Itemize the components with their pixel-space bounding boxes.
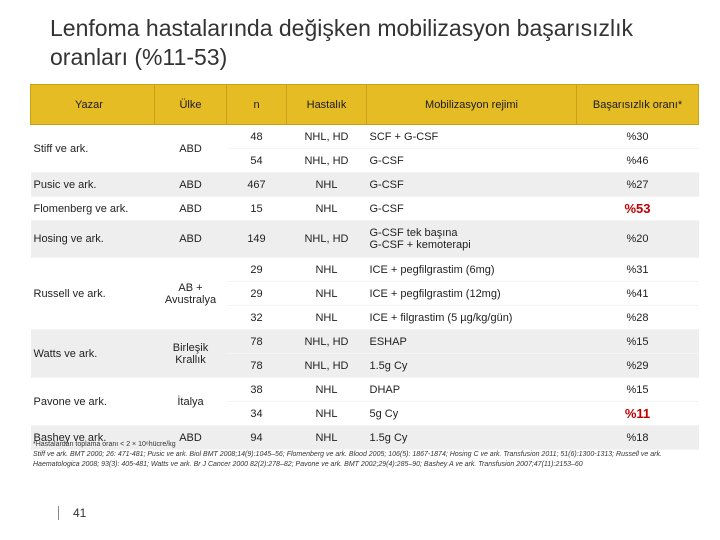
footnote	[33, 440, 693, 470]
cell-regimen	[367, 221, 577, 258]
footnote-note: *Hastalardan toplama oranı < 2 × 10⁶hücre/kg	[33, 441, 176, 448]
cell-author: Watts ve ark.	[31, 330, 155, 378]
table-row	[31, 173, 699, 197]
cell-author: Flomenberg ve ark.	[31, 197, 155, 221]
cell-failure: %31	[577, 258, 699, 282]
cell-disease: NHL	[287, 173, 367, 197]
cell-n: 149	[227, 221, 287, 258]
header-n: n	[227, 85, 287, 125]
cell-regimen: 1.5g Cy	[367, 354, 577, 378]
cell-regimen: ESHAP	[367, 330, 577, 354]
cell-n: 15	[227, 197, 287, 221]
table-row	[31, 197, 699, 221]
cell-failure: %28	[577, 306, 699, 330]
table-row	[31, 125, 699, 149]
cell-regimen: ICE + filgrastim (5 µg/kg/gün)	[367, 306, 577, 330]
cell-country: İtalya	[155, 378, 227, 426]
header-regimen: Mobilizasyon rejimi	[367, 85, 577, 125]
cell-country: ABD	[155, 125, 227, 173]
regimen-line: G-CSF tek başına	[369, 227, 458, 239]
cell-n: 78	[227, 354, 287, 378]
cell-disease: NHL	[287, 378, 367, 402]
cell-country: ABD	[155, 197, 227, 221]
page-number: 41	[73, 506, 87, 520]
header-country: Ülke	[155, 85, 227, 125]
cell-failure: %15	[577, 330, 699, 354]
cell-disease: NHL, HD	[287, 149, 367, 173]
cell-n: 29	[227, 282, 287, 306]
cell-regimen: 1.5g Cy	[367, 426, 577, 450]
mobilization-failure-table	[30, 84, 699, 450]
cell-n: 54	[227, 149, 287, 173]
cell-regimen: ICE + pegfilgrastim (6mg)	[367, 258, 577, 282]
cell-author: Hosing ve ark.	[31, 221, 155, 258]
cell-disease: NHL, HD	[287, 354, 367, 378]
cell-author: Russell ve ark.	[31, 258, 155, 330]
cell-failure: %46	[577, 149, 699, 173]
cell-failure-highlight: %53	[577, 197, 699, 221]
table-row	[31, 221, 699, 258]
cell-regimen: DHAP	[367, 378, 577, 402]
cell-n: 78	[227, 330, 287, 354]
page-title: Lenfoma hastalarında değişken mobilizasyon başarısızlık oranları (%11-53)	[50, 15, 633, 70]
cell-n: 38	[227, 378, 287, 402]
cell-n: 29	[227, 258, 287, 282]
cell-disease: NHL	[287, 197, 367, 221]
cell-regimen: G-CSF	[367, 173, 577, 197]
cell-author: Pavone ve ark.	[31, 378, 155, 426]
cell-author: Stiff ve ark.	[31, 125, 155, 173]
cell-failure: %15	[577, 378, 699, 402]
cell-n: 94	[227, 426, 287, 450]
cell-disease: NHL	[287, 282, 367, 306]
cell-country: AB + Avustralya	[155, 258, 227, 330]
table-row	[31, 330, 699, 354]
cell-failure: %29	[577, 354, 699, 378]
cell-failure: %30	[577, 125, 699, 149]
cell-failure-highlight: %11	[577, 402, 699, 426]
cell-n: 48	[227, 125, 287, 149]
cell-country: ABD	[155, 426, 227, 450]
cell-disease: NHL	[287, 258, 367, 282]
cell-regimen: SCF + G-CSF	[367, 125, 577, 149]
table-row	[31, 258, 699, 282]
cell-country: ABD	[155, 173, 227, 197]
cell-n: 34	[227, 402, 287, 426]
header-failure: Başarısızlık oranı*	[577, 85, 699, 125]
cell-n: 467	[227, 173, 287, 197]
cell-author: Pusic ve ark.	[31, 173, 155, 197]
table-row	[31, 378, 699, 402]
cell-failure: %18	[577, 426, 699, 450]
cell-disease: NHL	[287, 426, 367, 450]
page-divider	[58, 506, 59, 520]
footnote-references: Stiff ve ark. BMT 2000; 26: 471-481; Pusic ve ark. Biol BMT 2008;14(9):1045–56; Flomenberg ve ark. Blood 2005; 106(5): 1867-1874; Hosing C ve ark. Transfusion 2011; 51(6):1300-1313; Russell ve ark. Haematologica 2008; 93(3): 405-481; Watts ve ark. Br J Cancer 2000 82(2):278–82; Pavone ve ark. BMT 2002;29(4):285–90; Bashey A ve ark. Transfusion 2007;47(11):2153–60	[33, 451, 662, 468]
cell-disease: NHL, HD	[287, 330, 367, 354]
cell-failure: %41	[577, 282, 699, 306]
cell-regimen: ICE + pegfilgrastim (12mg)	[367, 282, 577, 306]
cell-disease: NHL, HD	[287, 125, 367, 149]
cell-disease: NHL	[287, 402, 367, 426]
cell-failure: %27	[577, 173, 699, 197]
cell-regimen: 5g Cy	[367, 402, 577, 426]
header-disease: Hastalık	[287, 85, 367, 125]
cell-n: 32	[227, 306, 287, 330]
cell-regimen: G-CSF	[367, 149, 577, 173]
cell-failure: %20	[577, 221, 699, 258]
cell-country: Birleşik Krallık	[155, 330, 227, 378]
table-header-row	[31, 85, 699, 125]
cell-disease: NHL, HD	[287, 221, 367, 258]
cell-disease: NHL	[287, 306, 367, 330]
cell-regimen: G-CSF	[367, 197, 577, 221]
cell-country: ABD	[155, 221, 227, 258]
header-author: Yazar	[31, 85, 155, 125]
regimen-line: G-CSF + kemoterapi	[369, 239, 471, 251]
cell-author: Bashey ve ark.	[31, 426, 155, 450]
